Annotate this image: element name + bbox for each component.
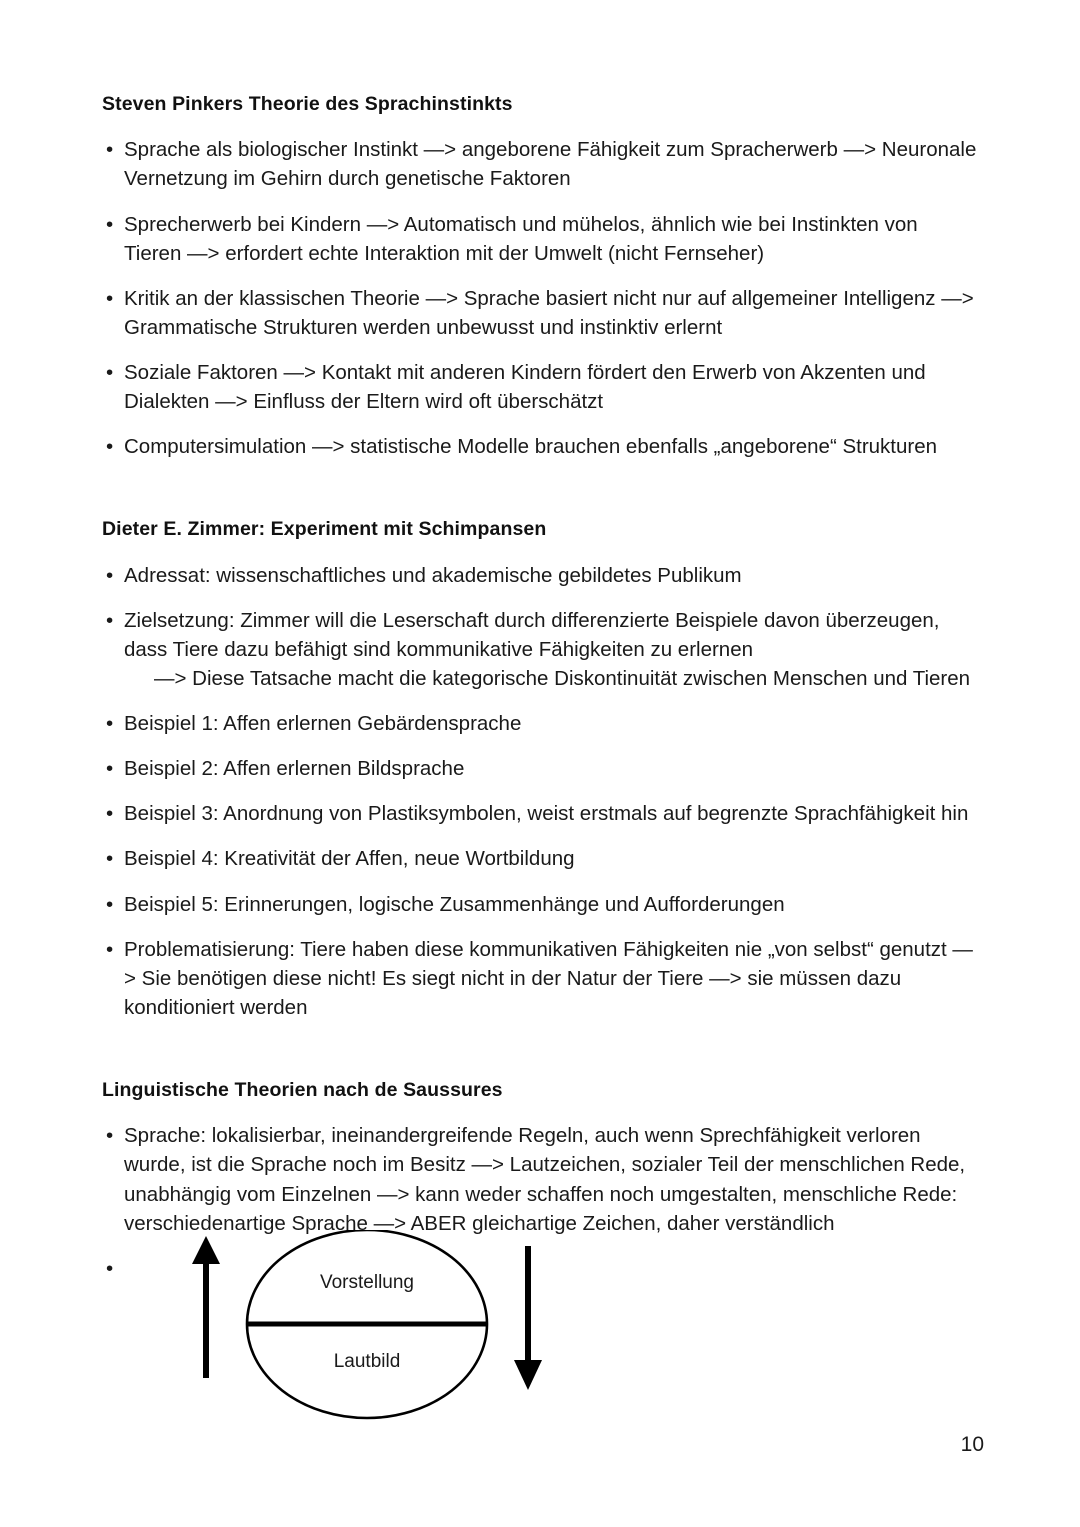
list-item-text: Beispiel 1: Affen erlernen Gebärdensprache [124,712,522,736]
bullet-list-zimmer [102,561,980,664]
bullet-marker-icon: • [106,847,114,871]
section-spacer [102,1022,980,1078]
list-item [102,935,980,1022]
diagram-label-lautbild: Lautbild [333,1350,401,1372]
list-item [102,1121,980,1237]
list-item [102,561,980,590]
list-item-text: Soziale Faktoren —> Kontakt mit anderen Kindern fördert den Erwerb von Akzenten und Dialekten —> Einfluss der Eltern wird oft überschätzt [124,361,926,414]
list-item-text: Kritik an der klassischen Theorie —> Sprache basiert nicht nur auf allgemeiner Intelligenz —> Grammatische Strukturen werden unbewusst und instinktiv erlernt [124,286,974,339]
list-item-text: Sprache als biologischer Instinkt —> angeborene Fähigkeit zum Spracherwerb —> Neuronale Vernetzung im Gehirn durch genetische Faktoren [124,138,977,191]
bullet-marker-icon: • [106,937,114,961]
list-item [102,432,980,461]
list-item-text: Problematisierung: Tiere haben diese kommunikativen Fähigkeiten nie „von selbst“ genutzt —> Sie benötigen diese nicht! Es siegt nicht in der Natur der Tiere —> sie müssen dazu konditioniert werden [124,937,973,1019]
bullet-marker-icon: • [106,563,114,587]
bullet-marker-icon: • [106,286,114,310]
list-item-text: Sprecherwerb bei Kindern —> Automatisch und mühelos, ähnlich wie bei Instinkten von Tieren —> erfordert echte Interaktion mit der Umwelt (nicht Fernseher) [124,212,918,265]
list-item-text: Zielsetzung: Zimmer will die Leserschaft durch differenzierte Beispiele davon überzeugen, dass Tiere dazu befähigt sind kommunikative Fähigkeiten zu erlernen [124,608,940,661]
saussure-sign-diagram [124,1230,584,1426]
bullet-marker-icon: • [106,1256,114,1280]
bullet-marker-icon: • [106,361,114,384]
section-heading-saussure: Linguistische Theorien nach de Saussures [102,1078,503,1101]
arrow-up-icon [192,1236,220,1378]
page-number: 10 [960,1433,984,1456]
bullet-marker-icon: • [106,757,114,781]
list-item [102,210,980,268]
list-item [102,135,980,193]
bullet-marker-icon: • [106,435,114,459]
bullet-list-zimmer-examples [102,709,980,1022]
list-item [102,799,980,828]
list-item-text: Adressat: wissenschaftliches und akademische gebildetes Publikum [124,563,742,587]
section-spacer [102,461,980,517]
bullet-marker-icon: • [106,608,114,632]
list-item-text: Beispiel 4: Kreativität der Affen, neue Wortbildung [124,847,575,871]
list-item [102,358,980,416]
list-item [102,844,980,873]
bullet-marker-icon: • [106,892,114,916]
sub-list-item: —> Diese Tatsache macht die kategorische Diskontinuität zwischen Menschen und Tieren [154,667,971,690]
list-item [102,284,980,342]
section-heading-zimmer: Dieter E. Zimmer: Experiment mit Schimpansen [102,518,547,541]
diagram-svg [124,1230,584,1426]
list-item-text: Computersimulation —> statistische Modelle brauchen ebenfalls „angeborene“ Strukturen [124,435,938,459]
bullet-list-pinker [102,135,980,461]
list-item [102,606,980,664]
list-item [102,709,980,738]
section-pinker [102,92,980,461]
arrow-down-icon [514,1246,542,1390]
diagram-label-vorstellung: Vorstellung [319,1271,415,1293]
list-item-text: Beispiel 5: Erinnerungen, logische Zusammenhänge und Aufforderungen [124,892,785,916]
section-zimmer [102,517,980,1022]
list-item-text: Beispiel 2: Affen erlernen Bildsprache [124,757,465,781]
bullet-marker-icon: • [106,1124,114,1148]
section-heading-pinker: Steven Pinkers Theorie des Sprachinstinkts [102,93,513,115]
bullet-marker-icon: • [106,802,114,826]
list-item-text: Sprache: lokalisierbar, ineinandergreifende Regeln, auch wenn Sprechfähigkeit verloren wurde, ist die Sprache noch im Besitz —> Lautzeichen, sozialer Teil der menschlichen Rede, unabhängig vom Einzelnen —> kann weder schaffen noch umgestalten, menschliche Rede: verschiedenartige Sprache —> ABER gleichartige Zeichen, daher verständlich [124,1124,966,1235]
bullet-marker-icon: • [106,712,114,736]
bullet-marker-icon: • [106,212,114,236]
list-item-text: Beispiel 3: Anordnung von Plastiksymbolen, weist erstmals auf begrenzte Sprachfähigkeit hin [124,802,969,826]
section-saussure [102,1078,980,1426]
list-item [102,754,980,783]
list-item [102,890,980,919]
bullet-marker-icon: • [106,138,114,162]
